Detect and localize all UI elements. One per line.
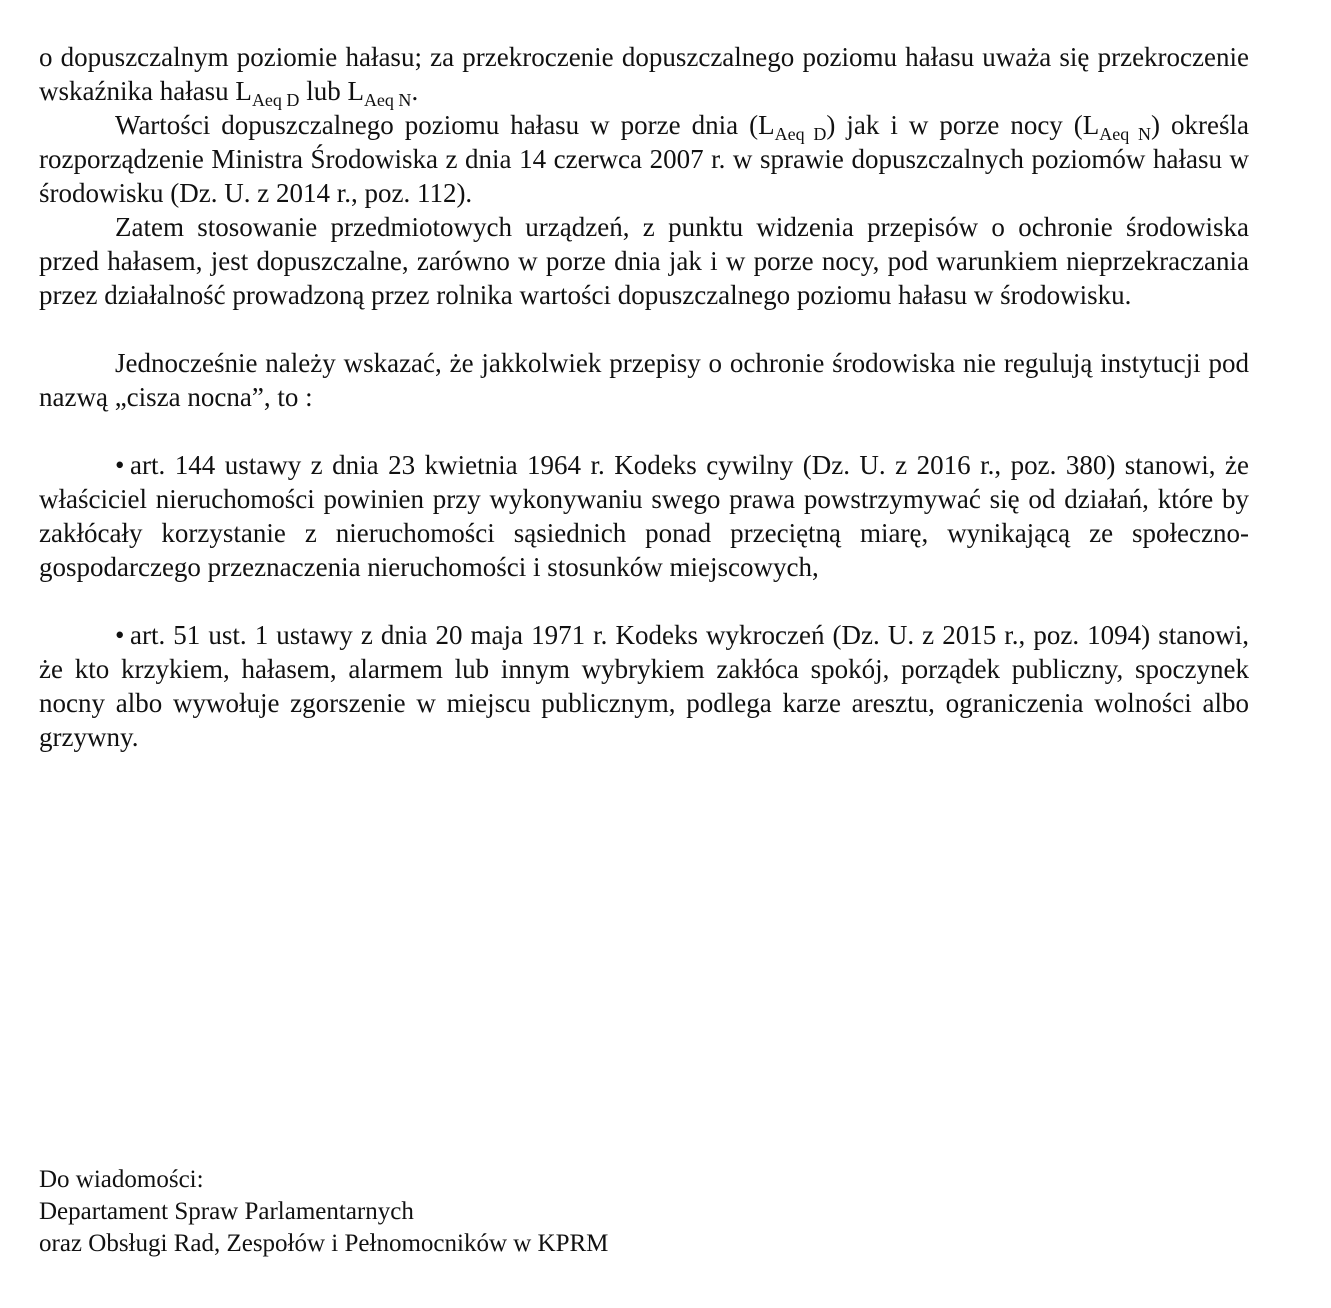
distribution-footer — [39, 1164, 939, 1260]
paragraph-conclusion: Zatem stosowanie przedmiotowych urządzeń, z punktu widzenia przepisów o ochronie środowiska przed hałasem, jest dopuszczalne, zarówno w porze dnia jak i w porze nocy, pod warunkiem nieprzekraczania przez działalność prowadzoną przez rolnika wartości dopuszczalnego poziomu hałasu w środowisku. — [39, 212, 1249, 310]
bullet-icon: • — [115, 450, 125, 480]
paragraph-text: Wartości dopuszczalnego poziomu hałasu w porze dnia (L — [115, 110, 775, 140]
paragraph-text: o dopuszczalnym poziomie hałasu; za przekroczenie dopuszczalnego poziomu hałasu uważa się przekroczenie wskaźnika hałasu L — [39, 42, 1249, 106]
document-body — [39, 40, 1249, 754]
bullet-text: art. 144 ustawy z dnia 23 kwietnia 1964 r. Kodeks cywilny (Dz. U. z 2016 r., poz. 380) stanowi, że właściciel nieruchomości powinien przy wykonywaniu swego prawa powstrzymywać się od działań, które by zakłócały korzystanie z nieruchomości sąsiednich ponad przeciętną miarę, wynikającą ze społeczno-gospodarczego przeznaczenia nieruchomości i stosunków miejscowych, — [39, 450, 1249, 582]
paragraph-text: ) jak i w porze nocy (L — [826, 110, 1100, 140]
paragraph-text: . — [411, 76, 419, 106]
bullet-misdemeanour-code — [39, 618, 1249, 754]
paragraph-text: ) określa rozporządzenie Ministra Środowiska z dnia 14 czerwca 2007 r. w sprawie dopuszczalnych poziomów hałasu w środowisku (Dz. U. z 2014 r., poz. 112). — [39, 110, 1250, 208]
bullet-text: art. 51 ust. 1 ustawy z dnia 20 maja 1971 r. Kodeks wykroczeń (Dz. U. z 2015 r., poz. 1094) stanowi, że kto krzykiem, hałasem, alarmem lub innym wybrykiem zakłóca spokój, porządek publiczny, spoczynek nocny albo wywołuje zgorszenie w miejscu publicznym, podlega karze aresztu, ograniczenia wolności albo grzywny. — [39, 620, 1249, 752]
footer-recipient-line: oraz Obsługi Rad, Zespołów i Pełnomocników w KPRM — [39, 1230, 609, 1257]
subscript-aeq-d: Aeq D — [251, 90, 300, 110]
subscript-aeq-n: Aeq N — [1099, 124, 1152, 144]
subscript-aeq-d: Aeq D — [774, 124, 827, 144]
paragraph-permissible-values — [39, 108, 1249, 210]
footer-recipient-line: Departament Spraw Parlamentarnych — [39, 1198, 414, 1225]
paragraph-text: lub L — [299, 76, 364, 106]
footer-heading: Do wiadomości: — [39, 1166, 204, 1193]
bullet-civil-code — [39, 448, 1249, 584]
paragraph-noise-exceedance — [39, 40, 1249, 108]
bullet-icon: • — [115, 620, 125, 650]
paragraph-night-silence: Jednocześnie należy wskazać, że jakkolwiek przepisy o ochronie środowiska nie regulują instytucji pod nazwą „cisza nocna”, to : — [39, 348, 1249, 412]
subscript-aeq-n: Aeq N — [363, 90, 412, 110]
